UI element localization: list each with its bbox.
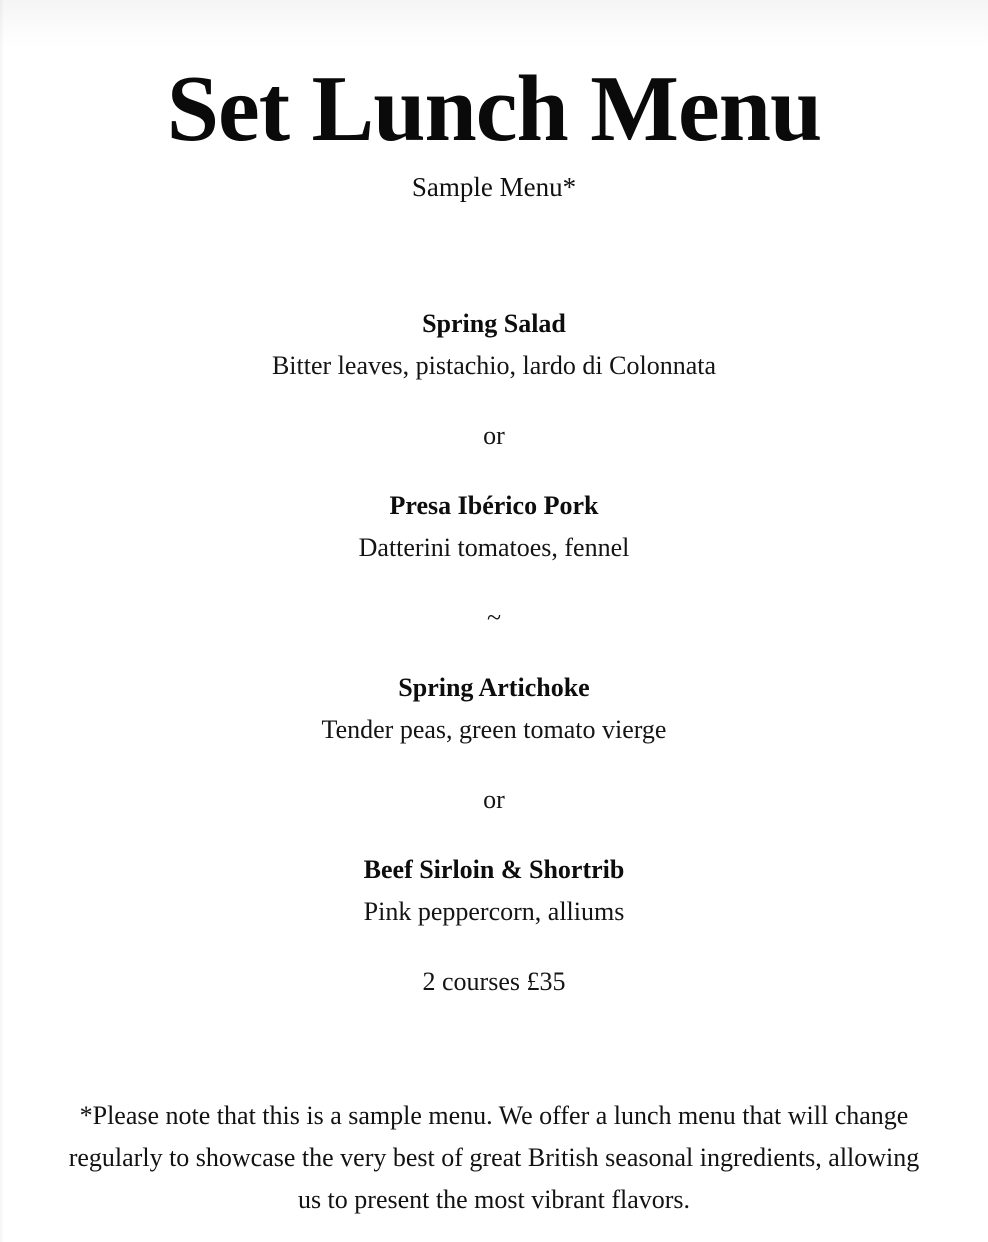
menu-course	[0, 667, 988, 751]
page-subtitle: Sample Menu*	[411, 172, 577, 202]
course-separator: or	[483, 785, 505, 814]
sample-menu-footnote: *Please note that this is a sample menu. We offer a lunch menu that will change regularly to showcase the very best of great British seasonal ingredients, allowing us to present the most vibrant flavors.	[68, 1101, 920, 1214]
page-title: Set Lunch Menu	[166, 57, 822, 161]
course-name: Spring Artichoke	[398, 673, 590, 702]
course-description: Bitter leaves, pistachio, lardo di Colonnata	[271, 351, 717, 380]
menu-course	[0, 485, 988, 569]
course-name: Presa Ibérico Pork	[389, 491, 599, 520]
course-name: Beef Sirloin & Shortrib	[363, 855, 625, 884]
course-description: Pink peppercorn, alliums	[363, 897, 625, 926]
course-description: Tender peas, green tomato vierge	[321, 715, 667, 744]
course-group-separator: ~	[486, 603, 502, 632]
course-name: Spring Salad	[422, 309, 566, 338]
menu-body	[0, 303, 988, 1003]
course-separator: or	[483, 421, 505, 450]
price-note: 2 courses £35	[422, 967, 566, 996]
menu-course	[0, 303, 988, 387]
course-description: Datterini tomatoes, fennel	[358, 533, 630, 562]
menu-course	[0, 849, 988, 933]
